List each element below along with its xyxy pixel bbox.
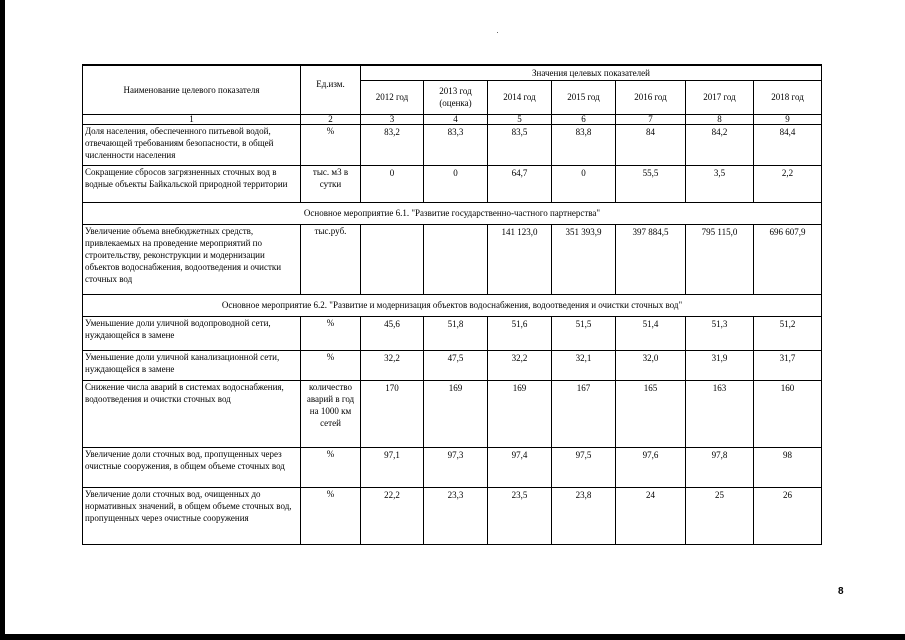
value-cell: 169	[424, 380, 488, 447]
indicator-name: Доля населения, обеспеченного питьевой водой, отвечающей требованиям безопасности, в общей численности населения	[83, 124, 301, 165]
value-cell: 696 607,9	[754, 224, 822, 294]
unit-header: Ед.изм.	[301, 65, 361, 114]
section-row	[83, 202, 822, 224]
scan-edge-bottom	[0, 634, 905, 640]
column-index: 2	[301, 114, 361, 124]
scan-edge-left	[0, 0, 5, 640]
page-number: 8	[838, 586, 844, 597]
column-index: 3	[361, 114, 424, 124]
column-index: 4	[424, 114, 488, 124]
value-cell: 51,2	[754, 316, 822, 350]
value-cell: 163	[686, 380, 754, 447]
year-header-2012: 2012 год	[361, 80, 424, 114]
value-cell: 170	[361, 380, 424, 447]
value-cell: 83,8	[552, 124, 616, 165]
value-cell: 51,3	[686, 316, 754, 350]
value-cell: 97,4	[488, 447, 552, 487]
value-cell: 32,1	[552, 350, 616, 380]
year-header-2016: 2016 год	[616, 80, 686, 114]
value-cell: 26	[754, 487, 822, 544]
column-index: 8	[686, 114, 754, 124]
value-cell: 22,2	[361, 487, 424, 544]
year-header-2015: 2015 год	[552, 80, 616, 114]
table-header	[83, 65, 822, 124]
table-row	[83, 350, 822, 380]
unit-cell: %	[301, 447, 361, 487]
target-values-header: Значения целевых показателей	[361, 65, 822, 80]
value-cell: 32,2	[488, 350, 552, 380]
value-cell: 47,5	[424, 350, 488, 380]
value-cell: 165	[616, 380, 686, 447]
value-cell: 795 115,0	[686, 224, 754, 294]
table-row	[83, 447, 822, 487]
unit-cell: тыс. м3 в сутки	[301, 165, 361, 202]
column-index-row	[83, 114, 822, 124]
value-cell: 84	[616, 124, 686, 165]
indicator-name: Уменьшение доли уличной канализационной сети, нуждающейся в замене	[83, 350, 301, 380]
year-header-2018: 2018 год	[754, 80, 822, 114]
value-cell: 98	[754, 447, 822, 487]
table-row	[83, 316, 822, 350]
value-cell: 23,8	[552, 487, 616, 544]
column-index: 1	[83, 114, 301, 124]
indicator-name: Увеличение доли сточных вод, пропущенных через очистные сооружения, в общем объеме сточных вод	[83, 447, 301, 487]
table-row	[83, 165, 822, 202]
value-cell: 0	[424, 165, 488, 202]
unit-cell: тыс.руб.	[301, 224, 361, 294]
value-cell: 31,7	[754, 350, 822, 380]
unit-cell: %	[301, 124, 361, 165]
indicator-name: Увеличение объема внебюджетных средств, привлекаемых на проведение мероприятий по строительству, реконструкции и модернизации объектов водоснабжения, водоотведения и очистки сточных вод	[83, 224, 301, 294]
indicator-name: Снижение числа аварий в системах водоснабжения, водоотведения и очистки сточных вод	[83, 380, 301, 447]
value-cell: 51,4	[616, 316, 686, 350]
section-row	[83, 294, 822, 316]
value-cell: 2,2	[754, 165, 822, 202]
value-cell: 24	[616, 487, 686, 544]
value-cell: 169	[488, 380, 552, 447]
target-indicators-table	[82, 64, 822, 545]
value-cell: 84,2	[686, 124, 754, 165]
value-cell: 64,7	[488, 165, 552, 202]
table-row	[83, 487, 822, 544]
indicator-name: Уменьшение доли уличной водопроводной сети, нуждающейся в замене	[83, 316, 301, 350]
unit-cell: %	[301, 350, 361, 380]
value-cell: 3,5	[686, 165, 754, 202]
indicator-name: Увеличение доли сточных вод, очищенных до нормативных значений, в общем объеме сточных вод, пропущенных через очистные сооружения	[83, 487, 301, 544]
value-cell	[361, 224, 424, 294]
value-cell: 55,5	[616, 165, 686, 202]
value-cell: 141 123,0	[488, 224, 552, 294]
value-cell: 97,3	[424, 447, 488, 487]
year-header-2013: 2013 год (оценка)	[424, 80, 488, 114]
value-cell: 160	[754, 380, 822, 447]
indicator-name: Сокращение сбросов загрязненных сточных вод в водные объекты Байкальской природной территории	[83, 165, 301, 202]
table-row	[83, 224, 822, 294]
value-cell: 83,3	[424, 124, 488, 165]
unit-cell: %	[301, 487, 361, 544]
value-cell: 83,5	[488, 124, 552, 165]
value-cell: 97,6	[616, 447, 686, 487]
value-cell: 51,6	[488, 316, 552, 350]
value-cell: 32,2	[361, 350, 424, 380]
value-cell: 51,5	[552, 316, 616, 350]
value-cell: 83,2	[361, 124, 424, 165]
unit-cell: количество аварий в год на 1000 км сетей	[301, 380, 361, 447]
value-cell: 397 884,5	[616, 224, 686, 294]
column-index: 9	[754, 114, 822, 124]
value-cell: 97,8	[686, 447, 754, 487]
value-cell: 25	[686, 487, 754, 544]
scan-speck	[497, 32, 498, 33]
section-title: Основное мероприятие 6.2. "Развитие и модернизация объектов водоснабжения, водоотведения и очистки сточных вод"	[83, 294, 822, 316]
value-cell: 23,5	[488, 487, 552, 544]
table-body	[83, 124, 822, 544]
unit-cell: %	[301, 316, 361, 350]
column-index: 5	[488, 114, 552, 124]
value-cell: 32,0	[616, 350, 686, 380]
value-cell: 167	[552, 380, 616, 447]
column-index: 6	[552, 114, 616, 124]
value-cell: 0	[361, 165, 424, 202]
value-cell: 23,3	[424, 487, 488, 544]
value-cell: 0	[552, 165, 616, 202]
value-cell: 97,5	[552, 447, 616, 487]
value-cell: 45,6	[361, 316, 424, 350]
year-header-2017: 2017 год	[686, 80, 754, 114]
table-row	[83, 124, 822, 165]
value-cell: 97,1	[361, 447, 424, 487]
value-cell	[424, 224, 488, 294]
value-cell: 84,4	[754, 124, 822, 165]
indicator-name-header: Наименование целевого показателя	[83, 65, 301, 114]
column-index: 7	[616, 114, 686, 124]
year-header-2014: 2014 год	[488, 80, 552, 114]
value-cell: 31,9	[686, 350, 754, 380]
table-row	[83, 380, 822, 447]
value-cell: 51,8	[424, 316, 488, 350]
section-title: Основное мероприятие 6.1. "Развитие государственно-частного партнерства"	[83, 202, 822, 224]
value-cell: 351 393,9	[552, 224, 616, 294]
